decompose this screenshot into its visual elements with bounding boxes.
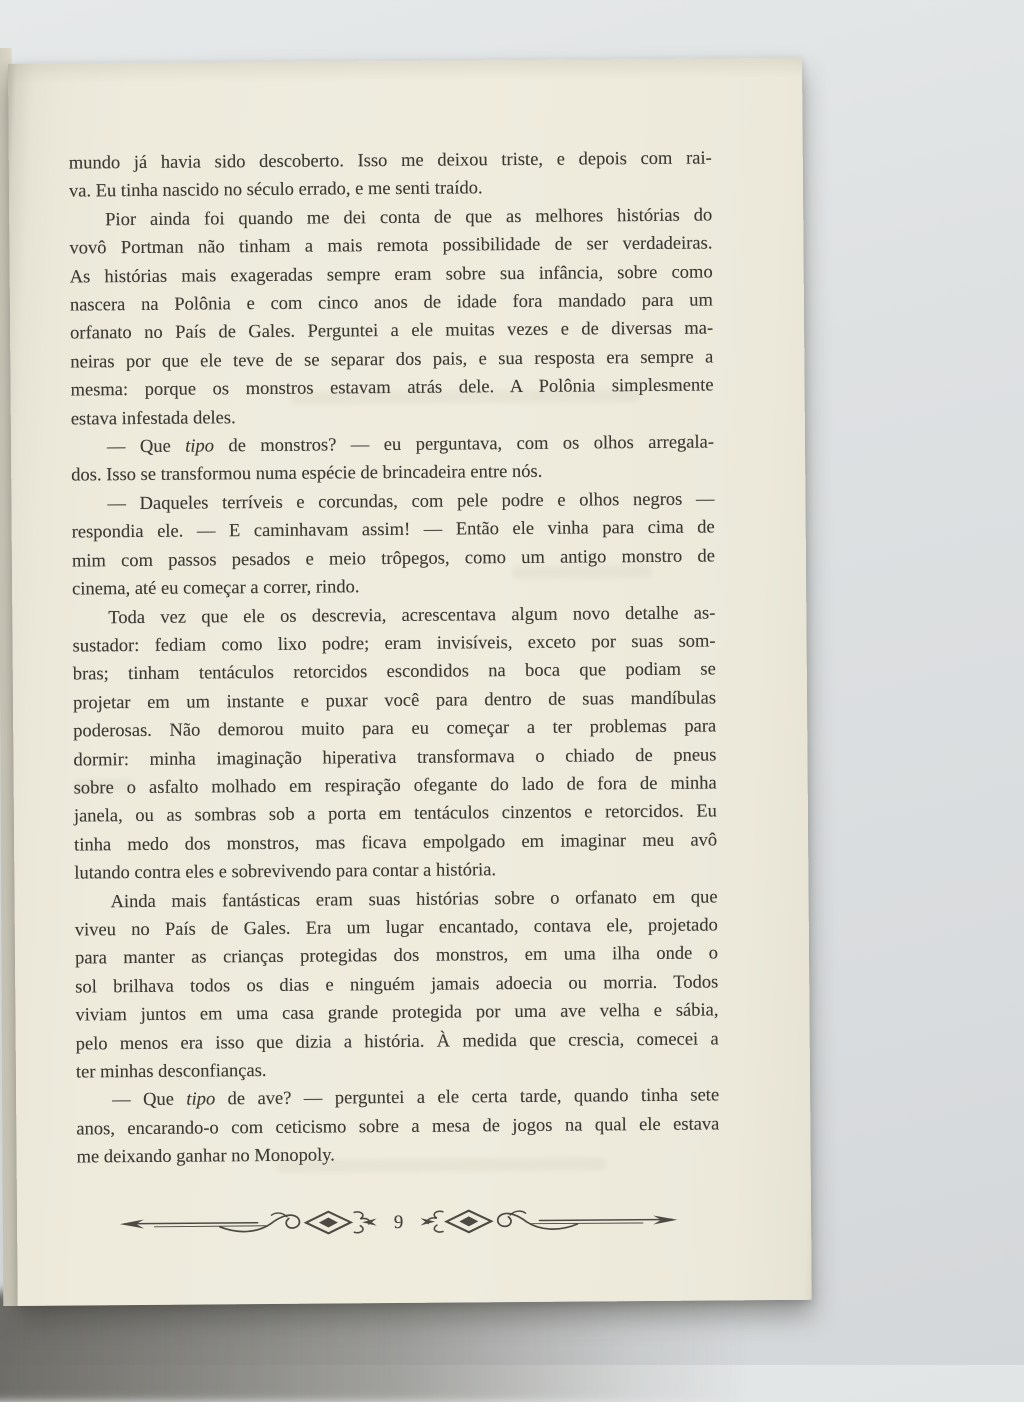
page-number: 9 [393, 1211, 404, 1233]
text-line: sol brilhava todos os dias e ninguém jamais adoecia ou morria. Todos [75, 972, 719, 998]
text-line: bras; tinham tentáculos retorcidos escondidos na boca que podiam se [72, 659, 716, 685]
text-line: mesma: porque os monstros estavam atrás dele. A Polônia simplesmente [70, 375, 714, 401]
flourish-right-icon [417, 1202, 679, 1240]
text-line: Toda vez que ele os descrevia, acrescentava algum novo detalhe as- [108, 602, 716, 628]
text-line: sobre o asfalto molhado em respiração ofegante do lado de fora de minha [73, 773, 717, 799]
text-line: nascera na Polônia e com cinco anos de idade fora mandado para um [69, 290, 713, 316]
text-line: orfanato no País de Gales. Perguntei a ele muitas vezes e de diversas ma- [70, 318, 714, 344]
text-line: dormir: minha imaginação hiperativa transformava o chiado de pneus [73, 744, 717, 771]
book-page [8, 58, 812, 1306]
footer-ornament [77, 1198, 720, 1245]
text-line: ter minhas desconfianças. [75, 1061, 267, 1083]
text-line: anos, encarando-o com ceticismo sobre a mesa de jogos na qual ele estava [76, 1114, 720, 1140]
text-line: tinha medo dos monstros, mas ficava empolgado em imaginar meu avô [74, 830, 718, 856]
text-line: dos. Isso se transformou numa espécie de brincadeira entre nós. [71, 462, 543, 486]
text-line: — Que tipo de ave? — perguntei a ele certa tarde, quando tinha sete [112, 1085, 720, 1111]
text-line: respondia ele. — E caminhavam assim! — Então ele vinha para cima de [71, 517, 715, 543]
text-line: — Que tipo de monstros? — eu perguntava, com os olhos arregala- [106, 432, 715, 458]
text-line: lutando contra eles e sobrevivendo para contar a história. [74, 860, 497, 884]
text-line: estava infestada deles. [70, 407, 236, 430]
text-line: mundo já havia sido descoberto. Isso me deixou triste, e depois com rai- [68, 148, 712, 174]
text-line: viveu no País de Gales. Era um lugar encantado, contava ele, projetado [74, 915, 718, 941]
flourish-left-icon [118, 1204, 380, 1242]
text-line: janela, ou as sombras sob a porta em tentáculos cinzentos e retorcidos. Eu [73, 801, 717, 827]
text-line: poderosas. Não demorou muito para eu começar a ter problemas para [73, 716, 717, 742]
text-line: cinema, até eu começar a correr, rindo. [72, 577, 360, 600]
text-line: para manter as crianças protegidas dos monstros, em uma ilha onde o [74, 943, 719, 969]
text-line: — Daqueles terríveis e corcundas, com pele podre e olhos negros — [107, 489, 715, 515]
text-line: mim com passos pesados e meio trôpegos, como um antigo monstro de [71, 546, 715, 572]
text-line: pelo menos era isso que dizia a história. À medida que crescia, comecei a [75, 1029, 719, 1055]
text-block [69, 144, 720, 1172]
text-line: As histórias mais exageradas sempre eram sobre sua infância, sobre como [69, 262, 713, 288]
text-line: me deixando ganhar no Monopoly. [76, 1145, 335, 1168]
text-line: va. Eu tinha nascido no século errado, e me senti traído. [68, 178, 483, 202]
text-line: vovô Portman não tinham a mais remota possibilidade de ser verdadeiras. [69, 233, 713, 259]
text-line: neiras por que ele teve de se separar dos pais, e sua resposta era sempre a [70, 347, 714, 373]
book-shadow [0, 1292, 750, 1402]
text-line: Ainda mais fantásticas eram suas histórias sobre o orfanato em que [110, 887, 718, 912]
text-line: projetar em um instante e puxar você para dentro de suas mandíbulas [72, 688, 717, 714]
text-line: Pior ainda foi quando me dei conta de que as melhores histórias do [105, 205, 713, 231]
text-line: viviam juntos em uma casa grande protegida por uma ave velha e sábia, [75, 1000, 719, 1026]
text-line: sustador: fediam como lixo podre; eram invisíveis, exceto por suas som- [72, 631, 716, 657]
